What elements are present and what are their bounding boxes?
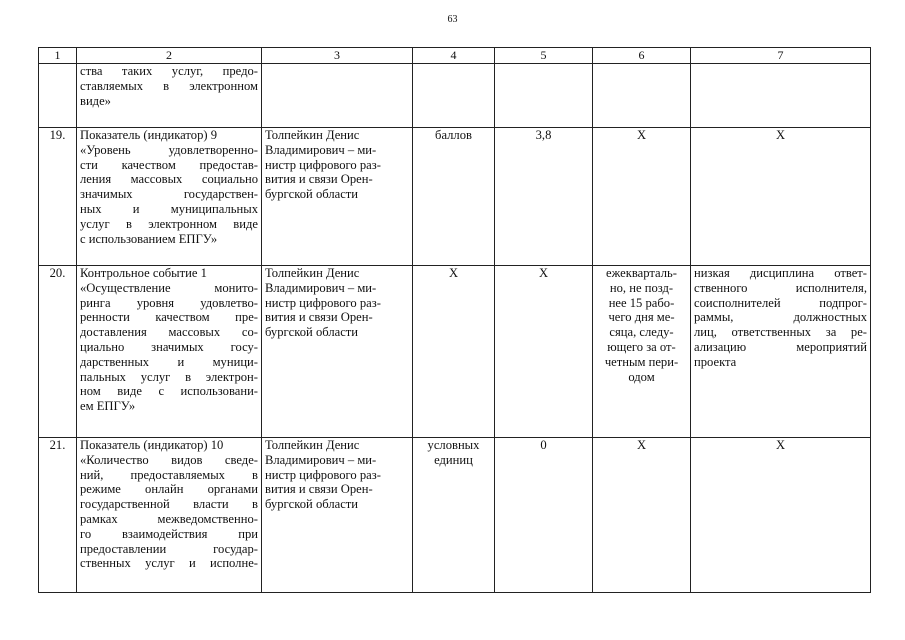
row-value: Х bbox=[495, 266, 593, 438]
text-line: сти качеством предостав- bbox=[80, 157, 258, 172]
text-line: Толпейкин Денис bbox=[265, 128, 360, 142]
text-line: «Осуществление монито- bbox=[80, 280, 258, 295]
text-line: бургской области bbox=[265, 497, 359, 512]
text-line: рамках межведомственно- bbox=[80, 511, 258, 526]
text-line: виде» bbox=[80, 93, 111, 108]
row-term: Х bbox=[593, 128, 691, 266]
text-line: одом bbox=[628, 369, 655, 384]
text-line: предоставлении государ- bbox=[80, 541, 258, 556]
page-number: 63 bbox=[447, 14, 458, 25]
row-unit: баллов bbox=[413, 128, 495, 266]
text-line: с использованием ЕПГУ» bbox=[80, 231, 218, 246]
row-unit: Х bbox=[413, 266, 495, 438]
text-line: нистр цифрового раз- bbox=[265, 467, 381, 482]
text-line: циально значимых госу- bbox=[80, 339, 258, 354]
text-line: ем ЕПГУ» bbox=[80, 399, 136, 414]
row-number bbox=[39, 64, 77, 128]
row-description bbox=[77, 266, 262, 438]
text-line: соисполнителей подпрог- bbox=[694, 295, 867, 310]
text-line: бургской области bbox=[265, 187, 359, 202]
row-responsible bbox=[262, 128, 413, 266]
row-responsible bbox=[262, 266, 413, 438]
text-line: режиме онлайн органами bbox=[80, 482, 258, 497]
col-header-1: 1 bbox=[39, 48, 77, 64]
row-description bbox=[77, 64, 262, 128]
row-description bbox=[77, 438, 262, 593]
plan-table bbox=[38, 47, 871, 593]
row-risk bbox=[691, 64, 871, 128]
text-line: вития и связи Орен- bbox=[265, 172, 373, 187]
text-line: ставляемых в электронном bbox=[80, 78, 258, 93]
text-line: го взаимодействия при bbox=[80, 526, 258, 541]
text-line: Толпейкин Денис bbox=[265, 438, 360, 452]
text-line: бургской области bbox=[265, 325, 359, 340]
table-row bbox=[39, 438, 871, 593]
text-line: Владимирович – ми- bbox=[265, 142, 377, 157]
text-line: условных bbox=[427, 438, 480, 452]
text-line: дарственных и муници- bbox=[80, 354, 258, 369]
text-line: доставления массовых со- bbox=[80, 325, 258, 340]
row-number: 21. bbox=[39, 438, 77, 593]
row-unit bbox=[413, 64, 495, 128]
row-risk bbox=[691, 266, 871, 438]
text-line: услуг в электронном виде bbox=[80, 216, 258, 231]
text-line: ных и муниципальных bbox=[80, 201, 258, 216]
text-line: вития и связи Орен- bbox=[265, 482, 373, 497]
text-line: раммы, должностных bbox=[694, 310, 867, 325]
text-line: ний, предоставляемых в bbox=[80, 467, 258, 482]
text-line: Владимирович – ми- bbox=[265, 280, 377, 295]
row-number: 19. bbox=[39, 128, 77, 266]
text-line: «Количество видов сведе- bbox=[80, 452, 258, 467]
row-term: Х bbox=[593, 438, 691, 593]
text-line: пальных услуг в электрон- bbox=[80, 369, 258, 384]
row-description bbox=[77, 128, 262, 266]
text-line: Контрольное событие 1 bbox=[80, 266, 207, 280]
text-line: Показатель (индикатор) 9 bbox=[80, 128, 217, 142]
text-line: четным пери- bbox=[604, 354, 679, 369]
text-line: чего дня ме- bbox=[608, 310, 675, 325]
row-term bbox=[593, 266, 691, 438]
text-line: проекта bbox=[694, 354, 737, 369]
text-line: ственного исполнителя, bbox=[694, 280, 867, 295]
row-responsible bbox=[262, 64, 413, 128]
row-value bbox=[495, 64, 593, 128]
text-line: ренности качеством пре- bbox=[80, 310, 258, 325]
text-line: Владимирович – ми- bbox=[265, 452, 377, 467]
col-header-2: 2 bbox=[77, 48, 262, 64]
text-line: государственной власти в bbox=[80, 497, 258, 512]
col-header-7: 7 bbox=[691, 48, 871, 64]
text-line: нее 15 рабо- bbox=[608, 295, 675, 310]
col-header-4: 4 bbox=[413, 48, 495, 64]
text-line: нистр цифрового раз- bbox=[265, 295, 381, 310]
table-row bbox=[39, 64, 871, 128]
col-header-6: 6 bbox=[593, 48, 691, 64]
text-line: единиц bbox=[434, 452, 473, 467]
text-line: ринга уровня удовлетво- bbox=[80, 295, 258, 310]
text-line: вития и связи Орен- bbox=[265, 310, 373, 325]
row-value: 3,8 bbox=[495, 128, 593, 266]
text-line: сяца, следу- bbox=[609, 325, 674, 340]
text-line: ежекварталь- bbox=[606, 266, 677, 280]
text-line: лиц, ответственных за ре- bbox=[694, 325, 867, 340]
row-responsible bbox=[262, 438, 413, 593]
table-row bbox=[39, 266, 871, 438]
row-term bbox=[593, 64, 691, 128]
row-value: 0 bbox=[495, 438, 593, 593]
text-line: «Уровень удовлетворенно- bbox=[80, 142, 258, 157]
row-unit bbox=[413, 438, 495, 593]
table-row bbox=[39, 128, 871, 266]
text-line: нистр цифрового раз- bbox=[265, 157, 381, 172]
text-line: ющего за от- bbox=[607, 339, 676, 354]
text-line: низкая дисциплина ответ- bbox=[694, 266, 867, 280]
text-line: ном виде с использовани- bbox=[80, 384, 258, 399]
row-risk: Х bbox=[691, 128, 871, 266]
header-row bbox=[39, 48, 871, 64]
text-line: ления массовых социально bbox=[80, 172, 258, 187]
text-line: ственных услуг и исполне- bbox=[80, 556, 258, 571]
text-line: ализацию мероприятий bbox=[694, 339, 867, 354]
col-header-5: 5 bbox=[495, 48, 593, 64]
col-header-3: 3 bbox=[262, 48, 413, 64]
text-line: но, не позд- bbox=[609, 280, 674, 295]
text-line: Показатель (индикатор) 10 bbox=[80, 438, 224, 452]
text-line: Толпейкин Денис bbox=[265, 266, 360, 280]
row-risk: Х bbox=[691, 438, 871, 593]
row-number: 20. bbox=[39, 266, 77, 438]
text-line: значимых государствен- bbox=[80, 187, 258, 202]
text-line: ства таких услуг, предо- bbox=[80, 64, 258, 78]
